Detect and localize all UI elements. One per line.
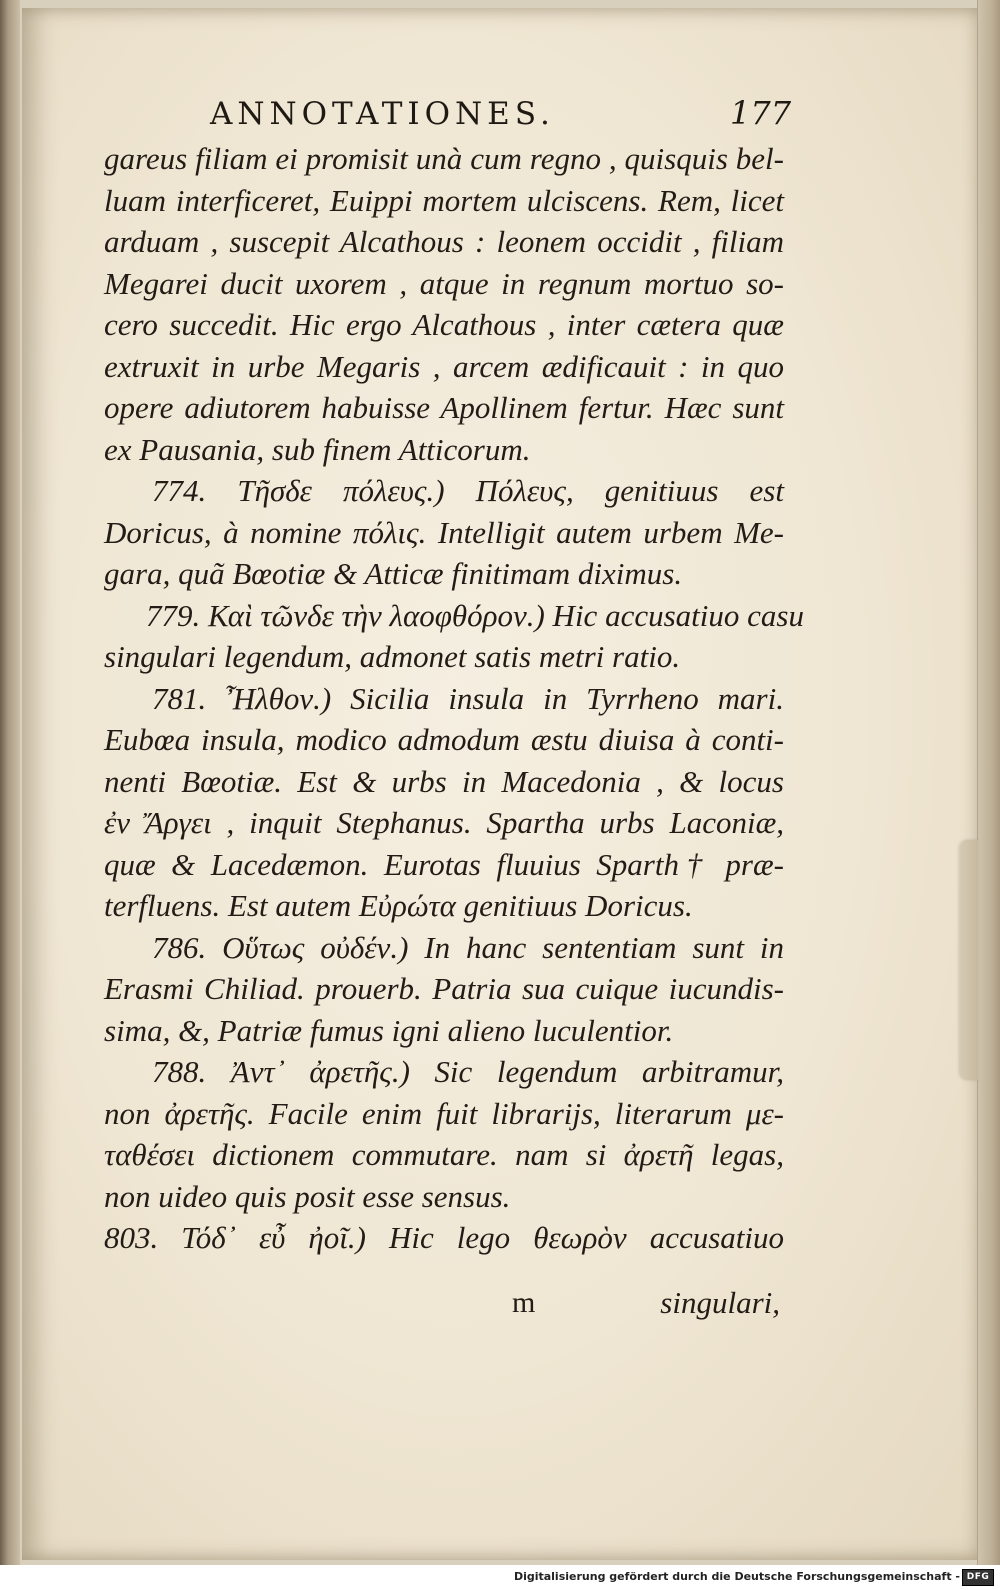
signature-mark: m	[512, 1286, 536, 1319]
text-line: quæ & Lacedæmon. Eurotas fluuius Sparth† præ-	[104, 846, 784, 882]
text-line: luam interficeret, Euippi mortem ulciscens. Rem, licet	[104, 182, 784, 218]
catchword: singulari,	[660, 1285, 780, 1320]
text-line: arduam , suscepit Alcathous : leonem occidit , filiam	[104, 224, 784, 259]
text-line: Eubœa insula, modico admodum æstu diuisa à conti-	[104, 722, 784, 757]
running-head: ANNOTATIONES.	[210, 96, 555, 132]
text-line: singulari legendum, admonet satis metri ratio.	[104, 639, 681, 674]
text-line: ex Pausania, sub finem Atticorum.	[104, 431, 531, 467]
annotation-781: 781. Ἦλθον.) Sicilia insula in Tyrrheno mari.	[152, 680, 784, 716]
text-line: ἐν Ἄργει , inquit Stephanus. Spartha urbs Laconiæ,	[104, 805, 784, 840]
dfg-logo-icon: DFG	[962, 1569, 994, 1586]
annotation-774: 774. Τῆσδε πόλευς.) Πόλευς, genitiuus est	[152, 473, 784, 508]
text-line: nenti Bœotiæ. Est & urbs in Macedonia , & locus	[104, 763, 784, 799]
annotation-788: 788. Ἀντ᾽ ἀρετῆς.) Sic legendum arbitramur,	[152, 1054, 784, 1089]
text-line: sima, &, Patriæ fumus igni alieno luculentior.	[104, 1012, 674, 1048]
text-line: non ἀρετῆς. Facile enim fuit librarijs, literarum με-	[104, 1095, 784, 1131]
funding-credit: Digitalisierung gefördert durch die Deutsche Forschungsgemeinschaft -	[513, 1570, 960, 1583]
annotation-803: 803. Τόδ᾽ εὖ ἠοῖ.) Hic lego θεωρὸν accusatiuo	[104, 1220, 784, 1255]
annotation-779: 779. Καὶ τῶνδε τὴν λαοφθόρον.) Hic accusatiuo casu	[146, 597, 804, 633]
page-number: 177	[730, 94, 792, 132]
text-line: extruxit in urbe Megaris , arcem ædificauit : in quo	[104, 348, 784, 384]
text-line: cero succedit. Hic ergo Alcathous , inter cætera quæ	[104, 307, 784, 342]
text-line: Doricus, à nomine πόλις. Intelligit autem urbem Me-	[104, 514, 784, 550]
book-gutter	[0, 0, 20, 1565]
text-line: Erasmi Chiliad. prouerb. Patria sua cuique iucundis-	[104, 971, 784, 1006]
text-line: gara, quã Bœotiæ & Atticæ finitimam diximus.	[104, 556, 683, 591]
text-line: gareus filiam ei promisit unà cum regno , quisquis bel-	[104, 141, 784, 176]
page-tab	[960, 840, 978, 1080]
page-edge-right	[977, 0, 1000, 1565]
text-line: non uideo quis posit esse sensus.	[104, 1178, 511, 1214]
text-line: ταθέσει dictionem commutare. nam si ἀρετῆ legas,	[104, 1137, 784, 1172]
signature-row	[104, 1282, 780, 1324]
footer-bar	[0, 1565, 1000, 1590]
text-line: Megarei ducit uxorem , atque in regnum mortuo so-	[104, 265, 784, 301]
annotation-786: 786. Οὕτως οὐδέν.) In hanc sententiam sunt in	[152, 929, 784, 965]
text-block	[104, 138, 804, 1259]
text-line: opere adiutorem habuisse Apollinem fertur. Hæc sunt	[104, 390, 784, 425]
text-line: terfluens. Est autem Εὐρώτα genitiuus Doricus.	[104, 888, 693, 923]
